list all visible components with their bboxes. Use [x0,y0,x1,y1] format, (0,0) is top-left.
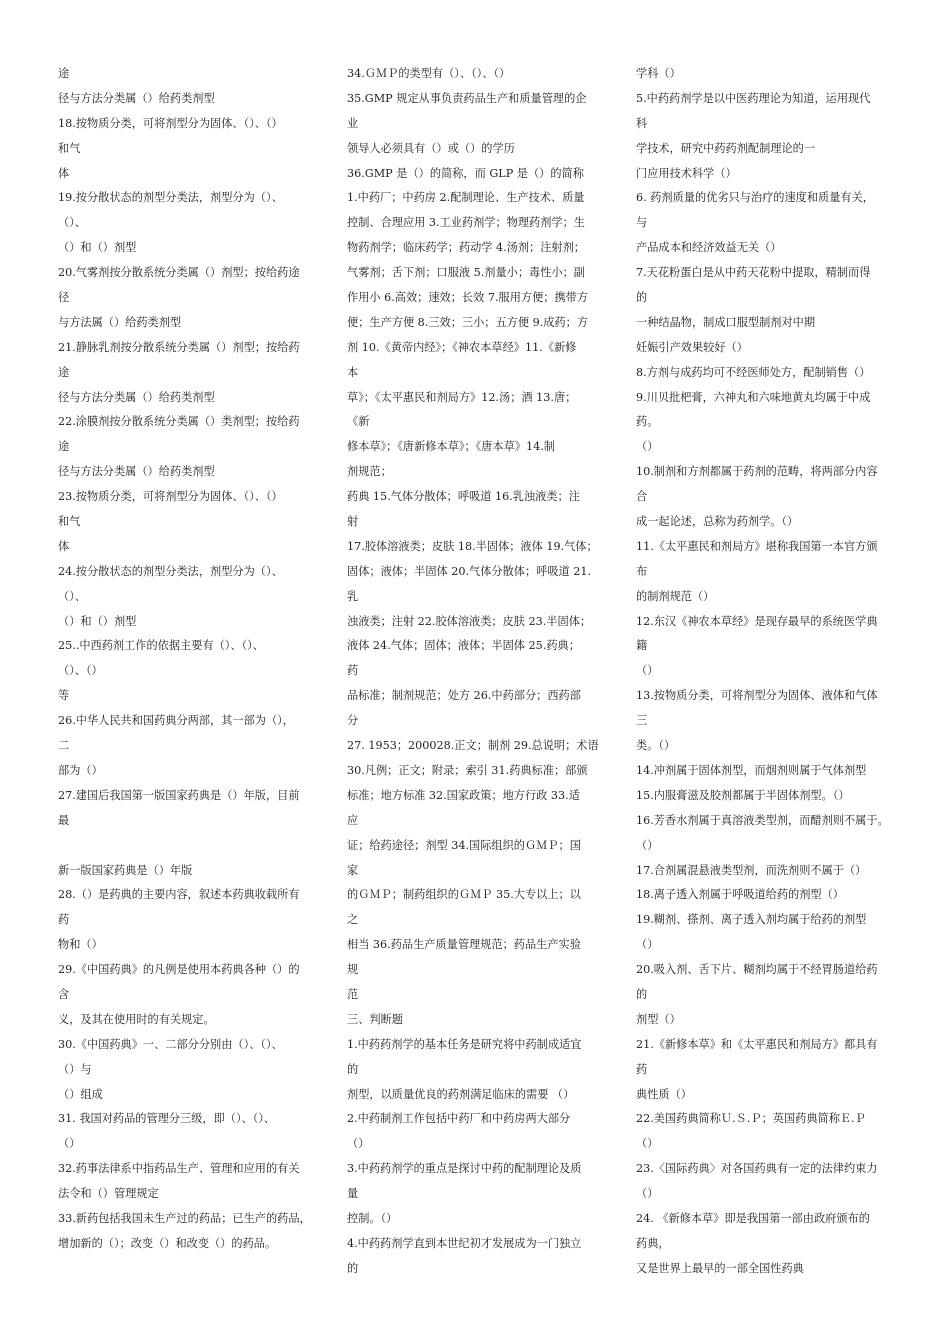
text-line: 应 [347,813,359,827]
text-line: 23.〈国际药典〉对各国药典有一定的法律约束力 [636,1162,878,1176]
text-line: 与 [636,216,648,230]
text-line: 径与方法分类属（）给药类剂型 [58,91,215,105]
text-line: 32.药事法律系中指药品生产、管理和应用的有关 [58,1162,300,1176]
text-line: 领导人必须具有（）或（）的学历 [347,141,515,155]
text-line: 射 [347,515,359,529]
text-line: 6. 药剂质量的优劣只与治疗的速度和质量有关， [636,191,874,205]
text-line: 药典， [636,1236,670,1250]
text-line: 学科（） [636,67,681,80]
text-line: 法令和（）管理规定 [58,1187,159,1201]
text-line: 三、判断题 [347,1012,403,1026]
text-column-3 [636,62,904,1282]
text-line: 31. 我国对药品的管理分三级，即（）、（）、 [58,1112,276,1126]
text-line: 物和（） [58,938,103,952]
text-line: 2.中药制剂工作包括中药厂和中药房两大部分 [347,1112,571,1126]
text-line: 9.川贝批杷膏，六神丸和六味地黄丸均属于中成 [636,390,871,404]
text-line: 布 [636,564,648,578]
text-line: 1.中药厂；中药房 2.配制理论、生产技术、质量 [347,191,585,205]
text-line: （）和（）剂型 [58,614,137,628]
text-line: 18.按物质分类，可将剂型分为固体、（）、（） [58,116,283,130]
text-line: 药 [58,913,70,927]
text-line: 的 [636,987,648,1001]
text-line: 药。 [636,415,659,429]
text-line: 19.糊剂、搽剂、离子透入剂均属于给药的剂型 [636,913,867,927]
text-line: 范 [347,987,359,1001]
text-line: 的制剂规范（） [636,589,715,603]
text-line: 新一版国家药典是（）年版 [58,863,193,877]
text-line: 7.天花粉蛋白是从中药天花粉中提取，精制而得 [636,266,871,280]
text-line: 27.建国后我国第一版国家药典是（）年版，目前 [58,788,300,802]
text-line: 类。（） [636,739,676,753]
text-line: 11.《太平惠民和剂局方》堪称我国第一本官方颁 [636,539,878,553]
text-line: 24.按分散状态的剂型分类法，剂型分为（）、 [58,564,283,578]
text-line: 便；生产方便 8.三效；三小；五方便 9.成药；方 [347,315,589,329]
text-line: 产品成本和经济效益无关（） [636,241,782,255]
text-line: 之 [347,913,359,927]
text-line: 体 [58,539,70,553]
text-line: 5.中药药剂学是以中医药理论为知道，运用现代 [636,91,871,105]
text-line: （） [636,664,659,678]
text-line: 途 [58,67,70,80]
text-line: 20.气雾剂按分散系统分类属（）剂型；按给药途 [58,266,300,280]
text-line: （） [636,838,659,852]
text-line: 证；给药途径；剂型 34.国际组织的ＧＭＰ；国 [347,838,581,852]
text-line: 30.《中国药典》一、二部分分别由（）、（）、 [58,1037,283,1051]
text-line: 体 [58,166,70,180]
text-line: （） [636,1137,659,1151]
text-line: 剂规范； [347,465,392,479]
text-line: 籍 [636,639,648,653]
text-line: 与方法属（）给药类剂型 [58,315,182,329]
text-line: 一种结晶物，制成口服型制剂对中期 [636,315,816,329]
text-line: 8.方剂与成药均可不经医师处方，配制销售（） [636,365,871,379]
text-line: 4.中药药剂学直到本世纪初才发展成为一门独立 [347,1236,582,1250]
text-line: 业 [347,116,359,130]
text-line: 药典 15.气体分散体；呼吸道 16.乳浊液类；注 [347,490,580,504]
text-line: 增加新的（）；改变（）和改变（）的药品。 [58,1236,277,1250]
text-line: 固体；液体；半固体 20.气体分散体；呼吸道 21. [347,564,592,578]
text-line: 途 [58,365,70,379]
text-line: 径与方法分类属（）给药类剂型 [58,465,215,479]
text-line: 又是世界上最早的一部全国性药典 [636,1261,804,1275]
text-line: 13.按物质分类，可将剂型分为固体、液体和气体 [636,689,878,703]
text-line: 17.胶体溶液类；皮肤 18.半固体；液体 19.气体； [347,539,598,553]
text-line: 30.凡例；正文；附录；索引 31.药典标准；部颁 [347,763,588,777]
text-line: 的 [347,1261,359,1275]
text-line: 14.冲剂属于固体剂型，而烟剂则属于气体剂型 [636,763,867,777]
text-line: 24. 《新修本草》即是我国第一部由政府颁布的 [636,1211,870,1225]
text-line: 剂型（） [636,1012,681,1026]
text-line: 规 [347,963,359,977]
text-line: 28.（）是药典的主要内容，叙述本药典收载所有 [58,888,300,902]
text-line: 19.按分散状态的剂型分类法，剂型分为（）、 [58,191,283,205]
text-line: 35.GMP 规定从事负责药品生产和质量管理的企 [347,91,587,105]
text-line: 妊娠引产效果较好（） [636,340,748,354]
text-line: 控制、合理应用 3.工业药剂学；物理药剂学；生 [347,216,585,230]
text-line: 药 [347,664,359,678]
text-line: 科 [636,116,648,130]
text-line: 草》；《太平惠民和剂局方》12.汤；酒 13.唐； [347,390,577,404]
text-line: 浊液类；注射 22.胶体溶液类；皮肤 23.半固体； [347,614,592,628]
text-line: 门应用技术科学（） [636,166,737,180]
text-line: （） [347,1137,370,1151]
text-line: （）组成 [58,1087,103,1101]
text-line: 12.东汉《神农本草经》是现存最早的系统医学典 [636,614,878,628]
text-line: 23.按物质分类，可将剂型分为固体、（）、（） [58,490,283,504]
text-line: 修本草》；《唐新修本草》；《唐本草》14.制 [347,440,555,454]
text-line [58,834,320,859]
text-line: 36.GMP 是（）的简称，而 GLP 是（）的简称 [347,166,584,180]
text-line: 剂型，以质量优良的药剂满足临床的需要 （） [347,1087,575,1101]
text-line: （）、 [58,589,86,603]
text-line: 物药剂学；临床药学；药动学 4.汤剂；注射剂； [347,241,585,255]
text-line: 33.新药包括我国未生产过的药品；已生产的药品， [58,1211,311,1225]
text-line: 26.中华人民共和国药典分两部，其一部为（）， [58,714,294,728]
text-line: 典性质（） [636,1087,692,1101]
text-line: 成一起论述，总称为药剂学。（） [636,515,799,529]
text-line: 分 [347,714,359,728]
text-line: 22.涂膜剂按分散系统分类属（）类剂型；按给药 [58,415,300,429]
text-line: 剂 10.《黄帝内经》；《神农本草经》11.《新修 [347,340,577,354]
text-line: 25..中西药剂工作的依据主要有（）、（）、 [58,639,264,653]
text-line: 21.静脉乳剂按分散系统分类属（）剂型；按给药 [58,340,300,354]
text-line: 本 [347,365,359,379]
text-line: 29.《中国药典》的凡例是使用本药典各种（）的 [58,963,300,977]
text-line: 27. 1953；200028.正文；制剂 29.总说明；术语 [347,739,599,753]
text-line: 1.中药药剂学的基本任务是研究将中药制成适宜 [347,1037,582,1051]
text-column-1 [58,62,320,1257]
text-line: 义，及其在使用时的有关规定。 [58,1012,215,1026]
text-line: 二 [58,739,70,753]
text-line: （）与 [58,1062,92,1076]
text-line: （） [58,1137,81,1151]
text-line: 途 [58,440,70,454]
text-line: 品标准；制剂规范；处方 26.中药部分；西药部 [347,689,581,703]
text-line: 液体 24.气体；固体；液体；半固体 25.药典； [347,639,580,653]
text-line: 的 [347,1062,359,1076]
text-line: 21.《新修本草》和《太平惠民和剂局方》都具有 [636,1037,878,1051]
text-line: 家 [347,863,359,877]
text-line: 3.中药药剂学的重点是探讨中药的配制理论及质 [347,1162,582,1176]
text-line: （）和（）剂型 [58,241,137,255]
text-line: 的 [636,291,648,305]
text-line: 控制。（） [347,1211,398,1225]
text-line: 相当 36.药品生产质量管理规范；药品生产实验 [347,938,581,952]
text-line: 和气 [58,515,81,529]
text-line: （） [636,1187,659,1201]
text-line: 三 [636,714,648,728]
text-line: 34.ＧＭＰ的类型有（）、（）、（） [347,67,511,80]
text-line: 最 [58,813,70,827]
text-line: （） [636,440,659,454]
text-line: 气雾剂；舌下剂；口服液 5.剂量小；毒性小；副 [347,266,585,280]
text-line: （）、 [58,216,86,230]
text-line: 标准；地方标准 32.国家政策；地方行政 33.适 [347,788,580,802]
text-line: 18.离子透入剂属于呼吸道给药的剂型（） [636,888,844,902]
text-line: 和气 [58,141,81,155]
text-line: 20.吸入剂、舌下片、糊剂均属于不经胃肠道给药 [636,963,878,977]
text-line: 17.合剂属混悬液类型剂，而洗剂则不属于（） [636,863,867,877]
text-line: 径 [58,291,70,305]
text-line: 量 [347,1187,359,1201]
text-line: 学技术，研究中药药剂配制理论的一 [636,141,816,155]
text-column-2 [347,62,609,1282]
text-line: 径与方法分类属（）给药类剂型 [58,390,215,404]
text-line: 16.芳香水剂属于真溶液类型剂，而醋剂则不属于。 [636,813,889,827]
text-line: 含 [58,987,70,1001]
text-line: 10.制剂和方剂都属于药剂的范畴，将两部分内容 [636,465,878,479]
text-line: 的ＧＭＰ；制药组织的ＧＭＰ 35.大专以上；以 [347,888,581,902]
text-line: （）、（） [58,664,103,678]
text-line: 15.内服膏滋及胶剂都属于半固体剂型。（） [636,788,850,802]
text-line: 部为（） [58,763,103,777]
text-line: 乳 [347,589,359,603]
text-line: （） [636,938,659,952]
text-line: 作用小 6.高效；速效；长效 7.服用方便；携带方 [347,291,589,305]
text-line: 药 [636,1062,648,1076]
text-line: 22.美国药典简称Ｕ.Ｓ.Ｐ；英国药典简称Ｅ.Ｐ [636,1112,866,1126]
text-line: 合 [636,490,648,504]
text-line: 等 [58,689,70,703]
text-line: 《新 [347,415,370,429]
